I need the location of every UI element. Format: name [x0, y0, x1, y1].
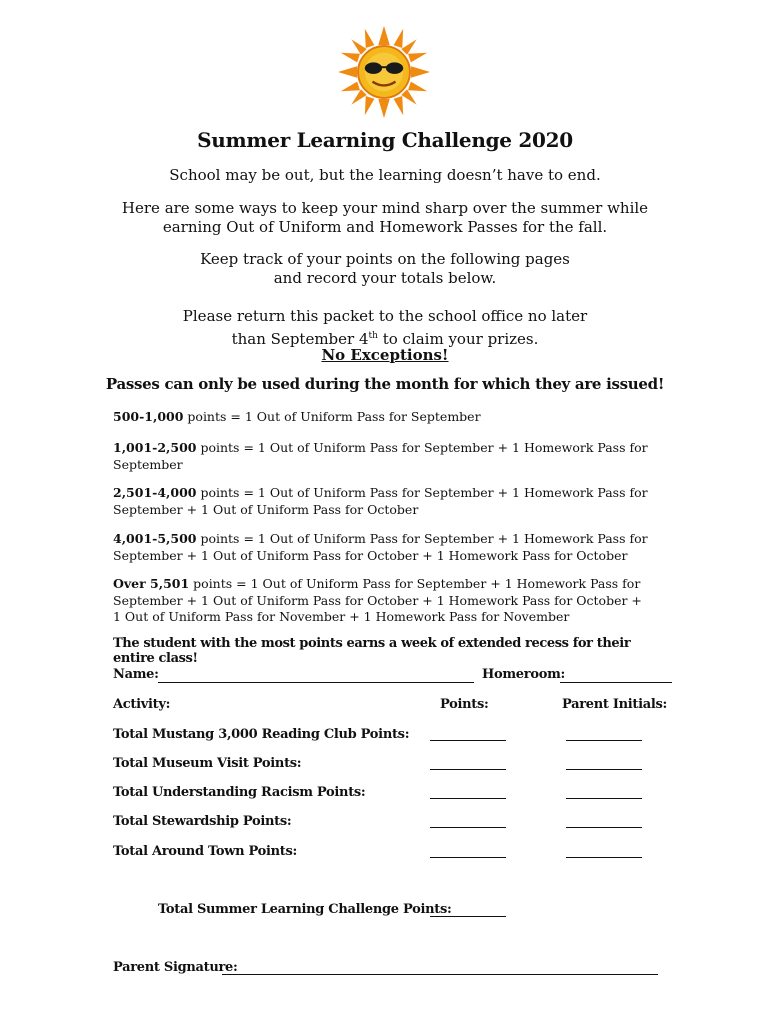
tier-text: points = 1 Out of Uniform Pass for September + 1 Homework Pass for September + 1 Out of Uniform Pass for October + 1 Homework Pass for October [113, 531, 648, 563]
intro-line [110, 346, 660, 365]
intro-text: to claim your prizes. [377, 330, 539, 348]
page-title: Summer Learning Challenge 2020 [197, 128, 573, 152]
points-header: Points: [440, 697, 489, 712]
activity-row-label: Total Stewardship Points: [113, 814, 292, 829]
reward-tier [113, 531, 653, 564]
tier-text: points = 1 Out of Uniform Pass for September + 1 Homework Pass for September [113, 440, 648, 472]
activity-row-label: Total Museum Visit Points: [113, 756, 302, 771]
intro-line: School may be out, but the learning doesn’t have to end. [169, 166, 601, 184]
points-field[interactable] [430, 769, 506, 770]
tier-range: 4,001-5,500 [113, 531, 197, 546]
parent-initials-header: Parent Initials: [562, 697, 668, 712]
tier-range: 500-1,000 [113, 409, 184, 424]
tier-range: 2,501-4,000 [113, 485, 197, 500]
intro-line: and record your totals below. [273, 269, 497, 287]
points-field[interactable] [430, 740, 506, 741]
reward-tier [113, 485, 653, 518]
intro-line: earning Out of Uniform and Homework Passes for the fall. [162, 218, 608, 236]
activity-header: Activity: [113, 697, 171, 712]
points-field[interactable] [430, 827, 506, 828]
intro-text: than September 4 [231, 330, 369, 348]
initials-field[interactable] [566, 798, 642, 799]
activity-row-label: Total Around Town Points: [113, 844, 298, 859]
passes-note: Passes can only be used during the month for which they are issued! [105, 375, 665, 393]
initials-field[interactable] [566, 769, 642, 770]
total-points-field[interactable] [430, 916, 506, 917]
activity-row-label: Total Understanding Racism Points: [113, 785, 366, 800]
superscript: th [368, 331, 378, 341]
tier-range: 1,001-2,500 [113, 440, 197, 455]
parent-signature-label: Parent Signature: [113, 960, 238, 975]
initials-field[interactable] [566, 740, 642, 741]
reward-tier [113, 409, 653, 426]
initials-field[interactable] [566, 857, 642, 858]
points-field[interactable] [430, 857, 506, 858]
tier-text: points = 1 Out of Uniform Pass for September [183, 409, 481, 424]
total-points-label: Total Summer Learning Challenge Points: [158, 902, 452, 917]
tier-text: points = 1 Out of Uniform Pass for September + 1 Homework Pass for September + 1 Out of Uniform Pass for October + 1 Homework Pass for October + 1 Out of Uniform Pass for November + 1 Homework Pass for November [113, 576, 642, 624]
parent-signature-field[interactable] [222, 974, 658, 975]
initials-field[interactable] [566, 827, 642, 828]
homeroom-label: Homeroom: [482, 667, 566, 682]
tier-range: Over 5,501 [113, 576, 190, 591]
extended-recess-note: The student with the most points earns a week of extended recess for their entire class! [113, 636, 631, 666]
name-field[interactable] [158, 682, 474, 683]
intro-line: Keep track of your points on the following pages [200, 250, 570, 268]
name-label: Name: [113, 667, 159, 682]
homeroom-field[interactable] [560, 682, 672, 683]
reward-tier [113, 440, 653, 473]
sun-with-sunglasses-icon [336, 24, 432, 120]
activity-row-label: Total Mustang 3,000 Reading Club Points: [113, 727, 410, 742]
tier-text: points = 1 Out of Uniform Pass for September + 1 Homework Pass for September + 1 Out of Uniform Pass for October [113, 485, 648, 517]
no-exceptions-note: No Exceptions! [321, 346, 449, 364]
intro-line: Here are some ways to keep your mind sharp over the summer while [121, 199, 649, 217]
intro-line: Please return this packet to the school office no later [182, 307, 588, 325]
reward-tier [113, 576, 653, 626]
points-field[interactable] [430, 798, 506, 799]
